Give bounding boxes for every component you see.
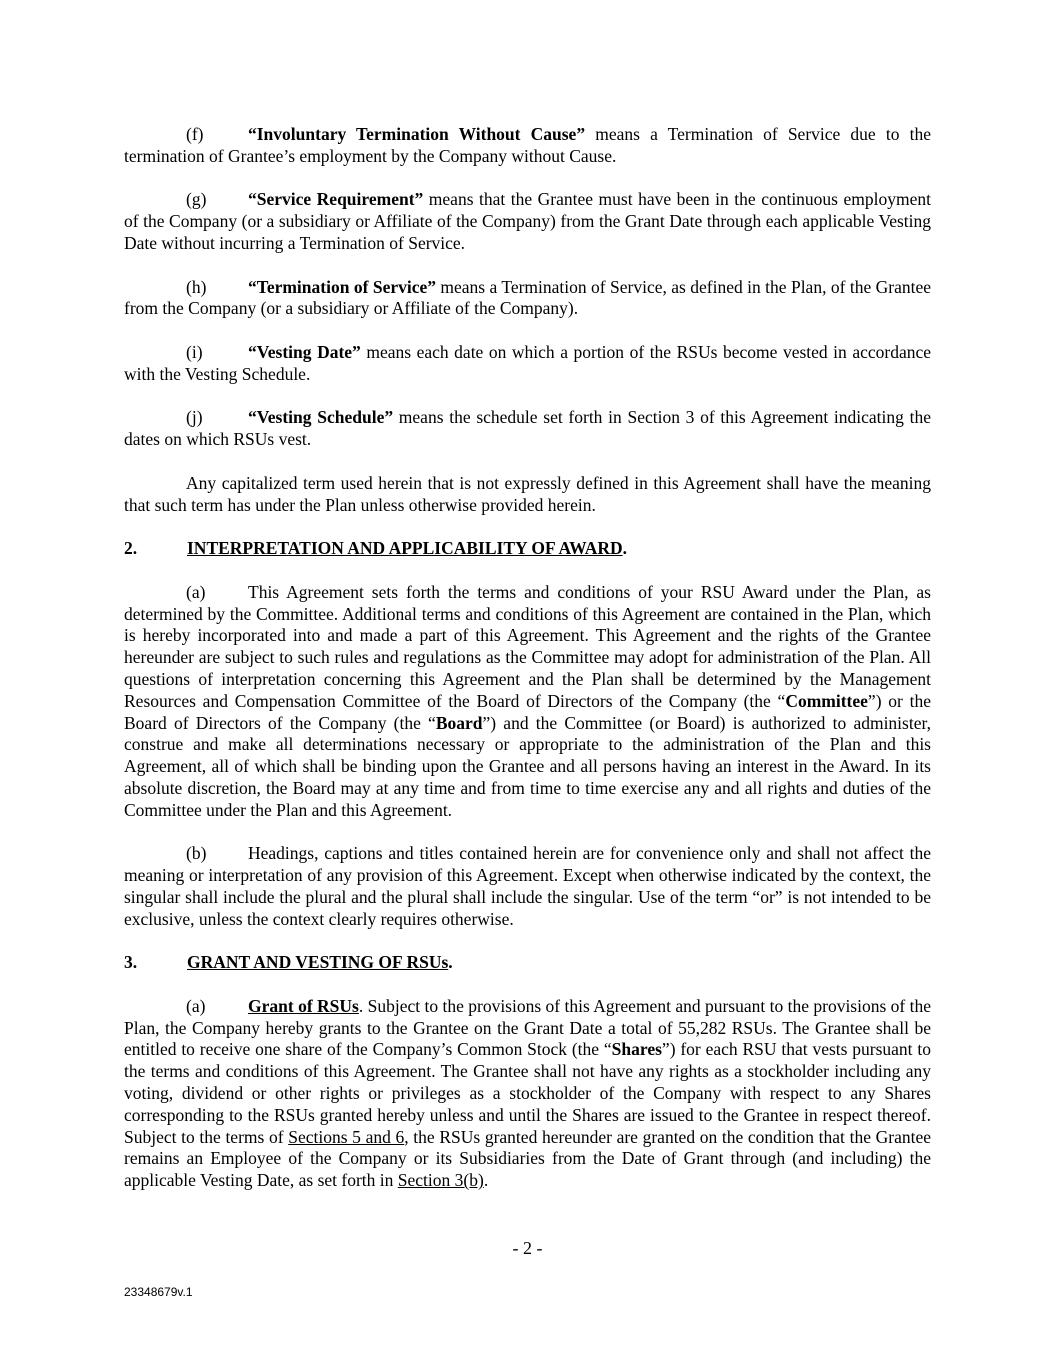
paragraph-text: This Agreement sets forth the terms and conditions of your RSU Award under the Plan, as determined by the Committee. Additional terms and conditions of this Agreement are contained in the Plan, which is hereby incorporated into and made a part of this Agreement. This Agreement and the rights of the Grantee hereunder are subject to such rules and regulations as the Committee may adopt for administration of the Plan. All questions of interpretation concerning this Agreement and the Plan shall be determined by the Management Resources and Compensation Committee of the Board of Directors of the Company (the “ — [124, 581, 931, 711]
document-page — [124, 124, 931, 1214]
definition-label: (f) — [186, 124, 204, 144]
section-2a-paragraph — [124, 582, 931, 822]
definition-text: means a Termination of Service, as defined in the Plan, of the Grantee from the Company (or a subsidiary or Affiliate of the Company). — [124, 276, 931, 319]
defined-term: “Involuntary Termination Without Cause” — [248, 124, 586, 144]
paragraph-text: Headings, captions and titles contained herein are for convenience only and shall not affect the meaning or interpretation of any provision of this Agreement. Except when otherwise indicated by the context, the singular shall include the plural and the plural shall include the singular. Use of the term “or” is not intended to be exclusive, unless the context clearly requires otherwise. — [124, 843, 931, 929]
defined-term: “Vesting Date” — [248, 341, 361, 362]
subsection-label: (a) — [186, 995, 206, 1016]
definition-j — [124, 407, 931, 451]
defined-term: “Vesting Schedule” — [248, 407, 394, 428]
section-reference-link[interactable]: Section 3(b) — [397, 1170, 484, 1191]
defined-term: Committee — [785, 690, 868, 711]
section-number: 3. — [124, 952, 138, 973]
section-3-heading — [124, 952, 931, 974]
definition-label: (j) — [186, 407, 203, 428]
defined-term: Shares — [611, 1039, 662, 1060]
defined-term: “Service Requirement” — [248, 189, 424, 210]
section-title: INTERPRETATION AND APPLICABILITY OF AWARD — [187, 538, 623, 559]
definition-text: means each date on which a portion of the RSUs become vested in accordance with the Vesting Schedule. — [124, 341, 932, 384]
paragraph-text: ”) for each RSU that vests pursuant to the terms and conditions of this Agreement. The Grantee shall not have any rights as a stockholder including any voting, dividend or other rights or privileges as a stockholder of the Company with respect to any Shares corresponding to the RSUs granted hereby unless and until the Shares are issued to the Grantee in respect thereof. Subject to the terms of — [124, 1039, 931, 1147]
definition-i — [124, 342, 931, 386]
definition-h — [124, 277, 931, 321]
paragraph-text: . — [483, 1170, 489, 1191]
capitalized-term-paragraph: Any capitalized term used herein that is not expressly defined in this Agreement shall have the meaning that such term has under the Plan unless otherwise provided herein. — [124, 472, 931, 515]
defined-term: “Termination of Service” — [248, 276, 436, 297]
definition-f — [124, 124, 931, 168]
subsection-label: (b) — [186, 843, 207, 864]
subsection-label: (a) — [186, 581, 206, 602]
definition-text: means a Termination of Service due to the termination of Grantee’s employment by the Company without Cause. — [124, 124, 931, 166]
definition-label: (i) — [186, 341, 203, 362]
paragraph-text: ”) and the Committee (or Board) is authorized to administer, construe and make all determinations necessary or appropriate to the administration of the Plan and this Agreement, all of which shall be binding upon the Grantee and all persons having an interest in the Award. In its absolute discretion, the Board may at any time and from time to time exercise any and all rights and duties of the Committee under the Plan and this Agreement. — [124, 712, 931, 820]
definition-text: means the schedule set forth in Section 3 of this Agreement indicating the dates on which RSUs vest. — [124, 407, 931, 450]
section-reference-link[interactable]: Sections 5 and 6 — [288, 1126, 405, 1147]
section-title-period: . — [622, 538, 627, 559]
paragraph-text: . Subject to the provisions of this Agreement and pursuant to the provisions of the Plan, the Company hereby grants to the Grantee on the Grant Date a total of 55,282 RSUs. The Grantee shall be entitled to receive one share of the Company’s Common Stock (the “ — [124, 995, 932, 1060]
paragraph-text: , the RSUs granted hereunder are granted on the condition that the Grantee remains an Employee of the Company or its Subsidiaries from the Date of Grant through (and including) the applicable Vesting Date, as set forth in — [124, 1126, 931, 1191]
section-3a-paragraph — [124, 996, 931, 1192]
document-id: 23348679v.1 — [124, 1285, 193, 1299]
section-2b-paragraph — [124, 843, 931, 930]
section-title-period: . — [448, 952, 453, 973]
section-2-heading — [124, 538, 931, 560]
subsection-title: Grant of RSUs — [248, 995, 359, 1016]
definition-text: means that the Grantee must have been in the continuous employment of the Company (or a subsidiary or Affiliate of the Company) from the Grant Date through each applicable Vesting Date without incurring a Termination of Service. — [124, 189, 931, 253]
defined-term: Board — [435, 712, 483, 733]
definition-label: (h) — [186, 276, 207, 297]
definition-label: (g) — [186, 189, 207, 210]
definition-g — [124, 189, 931, 254]
paragraph-text: ”) or the Board of Directors of the Company (the “ — [124, 690, 931, 733]
section-title: GRANT AND VESTING OF RSUs — [187, 952, 449, 973]
page-number: - 2 - — [512, 1238, 543, 1258]
section-number: 2. — [124, 538, 138, 559]
